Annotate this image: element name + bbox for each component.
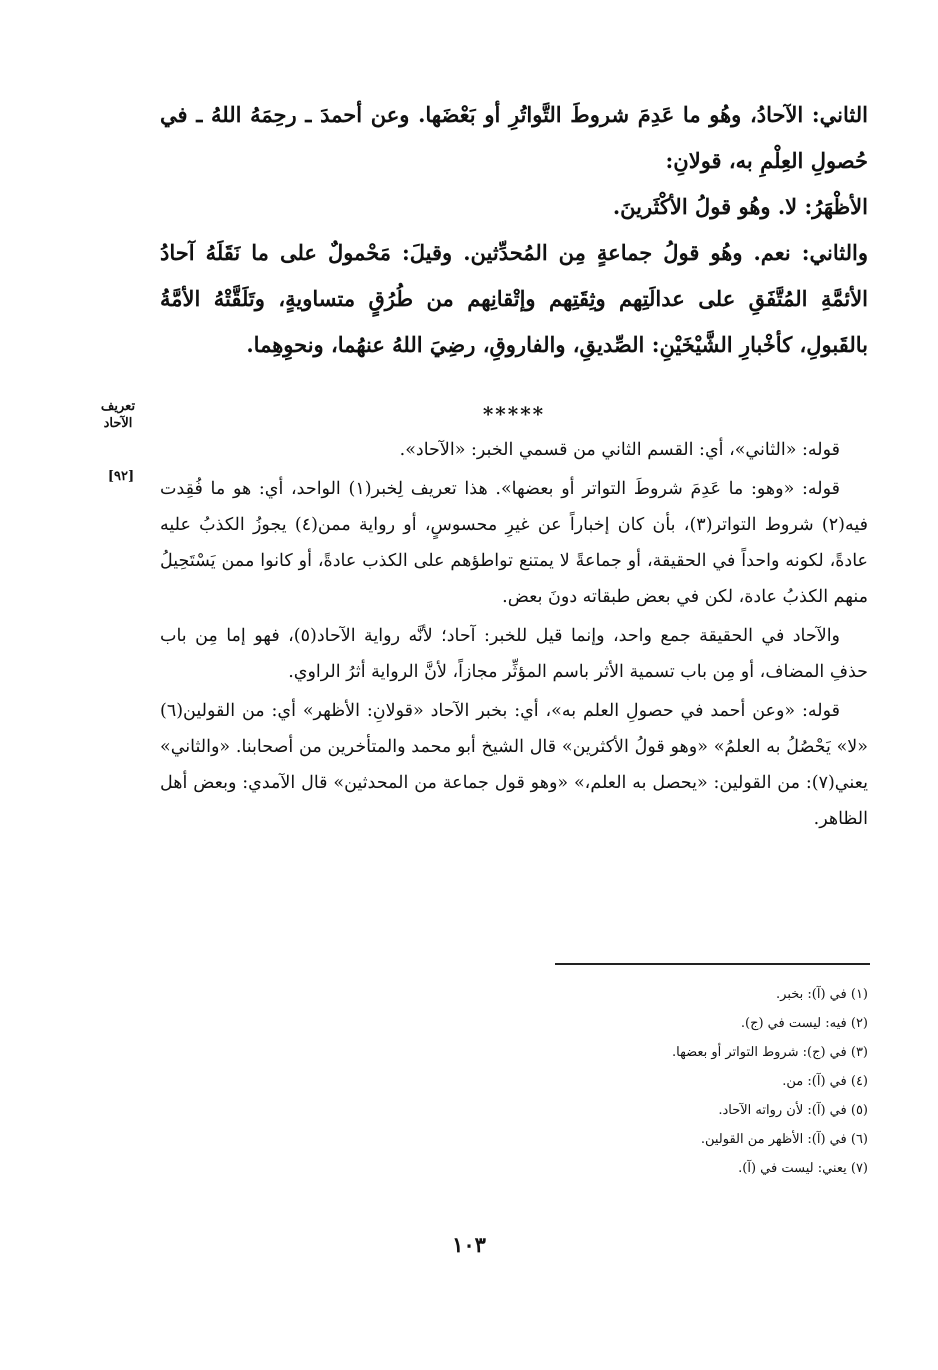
footnote-divider bbox=[555, 963, 870, 965]
footnote: (٣) في (ج): شروط التواتر أو بعضها. bbox=[671, 1045, 868, 1060]
footnote: (١) في (آ): بخبر. bbox=[776, 987, 868, 1002]
commentary-paragraph: والآحاد في الحقيقة جمع واحد، وإنما قيل للخبر: آحاد؛ لأنَّه رواية الآحاد(٥)، فهو إما مِن باب حذفِ المضاف، أو مِن باب تسمية الأثر باسم المؤثِّر مجازاً، لأنَّ الرواية أثرُ الراوي. bbox=[160, 626, 868, 682]
margin-note-number: [٩٢] bbox=[107, 469, 135, 484]
main-text-paragraph: والثاني: نعم. وهُو قولُ جماعةٍ مِن المُحدِّثين. وقيلَ: مَحْمولٌ على ما نَقَلَهُ آحادُ الأئمَّةِ المُتَّفَقِ على عدالَتِهم وثِقَتِهم وإتْقانِهم من طُرُقٍ متساويةٍ، وتَلَقَّتْهُ الأمَّةُ بالقَبولِ، كأخْبارِ الشَّيْخَيْنِ: الصِّديقِ، والفاروقِ، رضِيَ اللهُ عنهُما، ونحوِهِما. bbox=[160, 240, 868, 357]
section-separator: ***** bbox=[482, 402, 546, 426]
main-text bbox=[160, 92, 868, 368]
commentary-paragraph: قوله: «وهو: ما عَدِمَ شروطَ التواتر أو بعضها». هذا تعريف لِخبر(١) الواحد، أي: هو ما فُقِدت فيه(٢) شروط التواتر(٣)، بأن كان إخباراً عن غيرِ محسوسٍ، أو رواية ممن(٤) يجوزُ الكذبُ عليه عادةً، لكونه واحداً في الحقيقة، أو جماعةً لا يمتنع تواطؤهم على الكذب عادةً، أو كانوا ممن يَسْتَحِيلُ منهم الكذبُ عادة، لكن في بعض طبقاته دونَ بعض. bbox=[160, 479, 869, 607]
commentary-text bbox=[160, 432, 868, 840]
footnote: (٤) في (آ): من. bbox=[782, 1074, 868, 1089]
commentary-paragraph: قوله: «وعن أحمد في حصولِ العلم به»، أي: بخبر الآحاد «قولانِ: الأظهر» أي: من القولين(٦) «لا» يَحْصُلُ به العلمُ» «وهو قولُ الأكثرين» قال الشيخ أبو محمد والمتأخرين من أصحابنا. «والثاني» يعني(٧): من القولين: «يحصل به العلم،» «وهو قول جماعة من المحدثين» قال الآمدي: وبعض أهل الظاهر. bbox=[160, 701, 868, 829]
footnote: (٦) في (آ): الأظهر من القولين. bbox=[700, 1132, 868, 1147]
footnote: (٢) فيه: ليست في (ج). bbox=[740, 1016, 868, 1031]
main-text-paragraph: الثاني: الآحادُ، وهُو ما عَدِمَ شروطَ التَّواتُرِ أو بَعْضَها. وعن أحمدَ ـ رحِمَهُ اللهُ ـ في حُصولِ العِلْمِ به، قولانِ: bbox=[160, 102, 868, 173]
footnote: (٥) في (آ): لأن رواته الآحاد. bbox=[718, 1103, 868, 1118]
footnotes bbox=[500, 980, 868, 1183]
commentary-paragraph: قوله: «الثاني»، أي: القسم الثاني من قسمي الخبر: «الآحاد». bbox=[399, 440, 840, 460]
footnote: (٧) يعني: ليست في (آ). bbox=[738, 1161, 868, 1176]
page-number: ١٠٣ bbox=[452, 1232, 486, 1257]
margin-note-title: تعريف الآحاد bbox=[100, 399, 136, 431]
main-text-paragraph: الأظْهَرُ: لا. وهُو قولُ الأكْثَرينَ. bbox=[612, 194, 868, 219]
